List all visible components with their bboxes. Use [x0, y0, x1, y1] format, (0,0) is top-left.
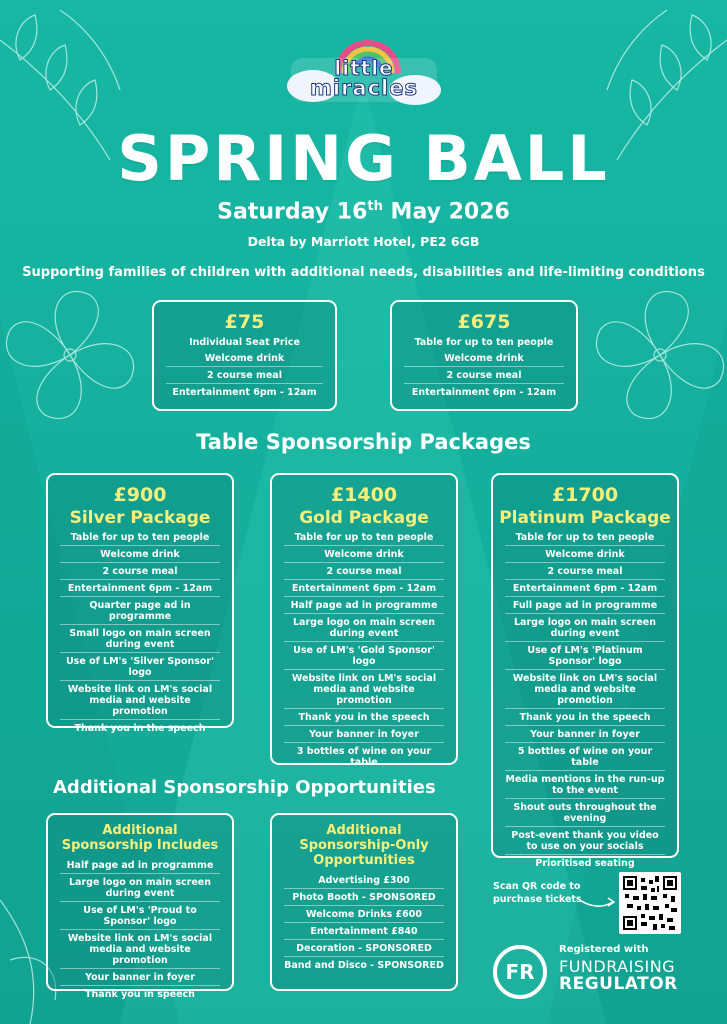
qr-code[interactable] [619, 872, 681, 934]
list-item: 2 course meal [404, 367, 564, 384]
fundraising-label: FUNDRAISING [559, 957, 676, 976]
list-item: Welcome drink [60, 546, 220, 563]
list-item: Your banner in foyer [284, 726, 444, 743]
list-item: Shout outs throughout the evening [505, 799, 665, 827]
package-price: £1700 [551, 484, 619, 506]
fundraising-regulator-badge: FR [493, 945, 547, 999]
list-item: Welcome drink [166, 350, 323, 367]
list-item: Small logo on main screen during event [60, 625, 220, 653]
package-gold [270, 473, 458, 768]
list-item: 2 course meal [60, 563, 220, 580]
list-item: 2 course meal [284, 563, 444, 580]
list-item: 2 course meal [505, 563, 665, 580]
logo-line2: miracles [310, 76, 418, 100]
list-item: Thank you in the speech [505, 709, 665, 726]
additional-only-title: Additional Sponsorship-Only Opportunities [299, 823, 429, 868]
list-item: Welcome Drinks £600 [284, 906, 444, 923]
list-item: Website link on LM's social media and website promotion [505, 670, 665, 709]
qr-code-icon [623, 876, 677, 930]
list-item: Half page ad in programme [284, 597, 444, 614]
list-item: Photo Booth - SPONSORED [284, 889, 444, 906]
list-item: Entertainment 6pm - 12am [284, 580, 444, 597]
list-item: Your banner in foyer [60, 969, 220, 986]
list-item: Band and Disco - SPONSORED [284, 960, 444, 971]
list-item: Welcome drink [505, 546, 665, 563]
ticket-price: £75 [224, 311, 265, 333]
package-price: £900 [113, 484, 167, 506]
list-item: Entertainment 6pm - 12am [172, 387, 317, 398]
list-item: Welcome drink [404, 350, 564, 367]
list-item: Advertising £300 [284, 872, 444, 889]
list-item: Table for up to ten people [284, 529, 444, 546]
list-item: Large logo on main screen during event [284, 614, 444, 642]
list-item: Prioritised seating [535, 858, 635, 869]
package-price: £1400 [330, 484, 398, 506]
list-item: Post-event thank you video to use on your socials [505, 827, 665, 855]
list-item: Quarter page ad in programme [60, 597, 220, 625]
list-item: Half page ad in programme [60, 857, 220, 874]
list-item: Welcome drink [284, 546, 444, 563]
additional-includes-title: Additional Sponsorship Includes [61, 823, 219, 853]
logo-line1: little [334, 56, 394, 80]
package-platinum [491, 473, 679, 869]
ticket-price: £675 [457, 311, 511, 333]
event-venue: Delta by Marriott Hotel, PE2 6GB [247, 234, 480, 249]
list-item: Use of LM's 'Silver Sponsor' logo [60, 653, 220, 681]
ticket-box-individual [152, 300, 337, 411]
additional-only-box [270, 813, 458, 991]
list-item: Use of LM's 'Platinum Sponsor' logo [505, 642, 665, 670]
package-name: Platinum Package [499, 508, 671, 528]
registered-with-label: Registered with [559, 944, 649, 955]
list-item: Use of LM's 'Proud to Sponsor' logo [60, 902, 220, 930]
list-item: 3 bottles of wine on your table [296, 746, 432, 768]
additional-heading: Additional Sponsorship Opportunities [53, 777, 436, 798]
list-item: Website link on LM's social media and website promotion [60, 930, 220, 969]
list-item: Your banner in foyer [505, 726, 665, 743]
package-silver [46, 473, 234, 734]
ticket-box-table [390, 300, 578, 411]
event-title: SPRING BALL [117, 122, 610, 195]
list-item: Full page ad in programme [505, 597, 665, 614]
list-item: Website link on LM's social media and website promotion [60, 681, 220, 720]
package-name: Gold Package [299, 508, 429, 528]
list-item: Entertainment 6pm - 12am [505, 580, 665, 597]
list-item: Thank you in the speech [284, 709, 444, 726]
list-item: Entertainment £840 [284, 923, 444, 940]
list-item: Table for up to ten people [414, 337, 554, 348]
list-item: Entertainment 6pm - 12am [411, 387, 557, 398]
little-miracles-logo [283, 28, 445, 108]
event-date: Saturday 16th May 2026 [217, 199, 510, 225]
list-item: Large logo on main screen during event [60, 874, 220, 902]
list-item: Large logo on main screen during event [505, 614, 665, 642]
list-item: Media mentions in the run-up to the event [505, 771, 665, 799]
sponsorship-heading: Table Sponsorship Packages [196, 430, 531, 454]
qr-instructions: Scan QR code to purchase tickets [493, 881, 582, 905]
package-name: Silver Package [69, 508, 211, 528]
additional-includes-box [46, 813, 234, 1000]
list-item: Website link on LM's social media and website promotion [284, 670, 444, 709]
list-item: Entertainment 6pm - 12am [60, 580, 220, 597]
list-item: Thank you in speech [85, 989, 195, 1000]
arrow-icon [575, 892, 617, 912]
tagline: Supporting families of children with additional needs, disabilities and life-limiting conditions [22, 265, 705, 280]
list-item: Decoration - SPONSORED [284, 940, 444, 957]
list-item: 2 course meal [166, 367, 323, 384]
list-item: Table for up to ten people [60, 529, 220, 546]
list-item: Table for up to ten people [505, 529, 665, 546]
regulator-label: REGULATOR [559, 974, 678, 994]
list-item: Use of LM's 'Gold Sponsor' logo [284, 642, 444, 670]
list-item: 5 bottles of wine on your table [505, 743, 665, 771]
list-item: Thank you in the speech [74, 723, 206, 734]
list-item: Individual Seat Price [189, 337, 300, 348]
